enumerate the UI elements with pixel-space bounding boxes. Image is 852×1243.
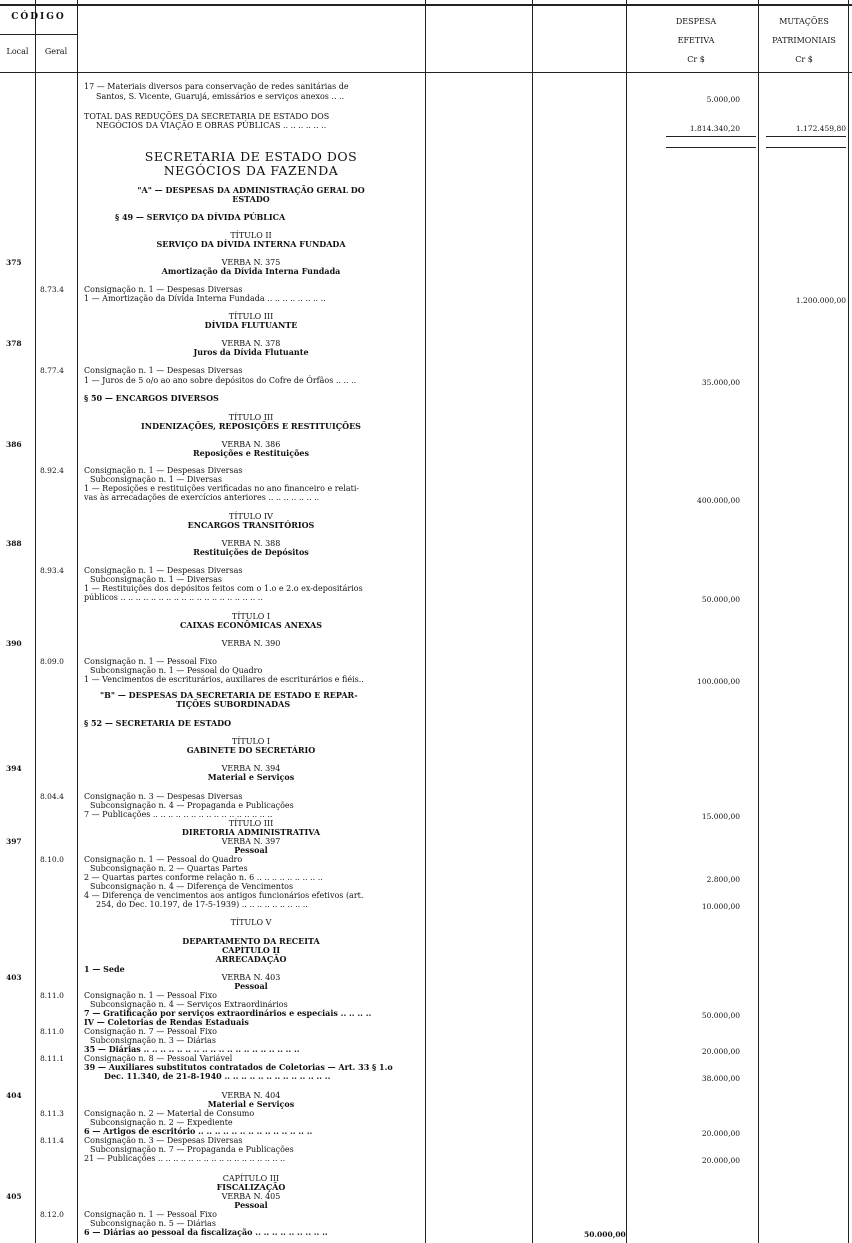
- entry-line: Subconsignação n. 5 — Diárias: [90, 1219, 216, 1228]
- entry-line: Consignação n. 1 — Pessoal do Quadro: [84, 855, 243, 864]
- header-top-rule: [0, 4, 852, 6]
- entry-line: § 50 — ENCARGOS DIVERSOS: [84, 393, 219, 403]
- amount-despesa: 20.000,00: [701, 1129, 740, 1138]
- code-geral: 8.11.4: [40, 1136, 64, 1145]
- entry-line: Subconsignação n. 1 — Diversas: [90, 575, 222, 584]
- entry-line: Subconsignação n. 4 — Propaganda e Publicações: [90, 801, 294, 810]
- entry-line: VERBA N. 386: [221, 440, 281, 449]
- entry-line: Juros da Dívida Flutuante: [193, 347, 309, 357]
- header-mutacoes-line-1: MUTAÇÕES: [779, 17, 829, 26]
- entry-line: § 52 — SECRETARIA DE ESTADO: [84, 718, 232, 728]
- code-local: 386: [6, 440, 22, 449]
- code-geral: 8.92.4: [40, 466, 64, 475]
- entry-line: INDENIZAÇÕES, REPOSIÇÕES E RESTITUIÇÕES: [141, 421, 361, 431]
- entry-line: VERBA N. 375: [221, 258, 281, 267]
- entry-line: ARRECADAÇÃO: [215, 954, 287, 964]
- amount-mutacoes: 1.172.459,80: [795, 124, 846, 133]
- entry-line: Santos, S. Vicente, Guarujá, emissários e serviços anexos .. ..: [96, 92, 345, 101]
- entry-line: 35 — Diárias .. .. .. .. .. .. .. .. .. .. .. .. .. .. .. .. .. .. ..: [84, 1044, 300, 1054]
- code-geral: 8.12.0: [40, 1210, 64, 1219]
- entry-line: TIÇÕES SUBORDINADAS: [176, 699, 291, 709]
- entry-line: Consignação n. 1 — Despesas Diversas: [84, 466, 243, 475]
- entry-line: Consignação n. 1 — Despesas Diversas: [84, 566, 243, 575]
- entry-line: TÍTULO IV: [229, 512, 273, 521]
- entry-line: NEGÓCIOS DA VIAÇÃO E OBRAS PÚBLICAS .. .. .. .. .. ..: [96, 121, 327, 130]
- header-mutacoes-line-2: PATRIMONIAIS: [772, 36, 836, 45]
- header-despesa: [636, 12, 756, 69]
- entry-line: 6 — Diárias ao pessoal da fiscalização .. .. .. .. .. .. .. .. ..: [84, 1227, 328, 1237]
- header-local: Local: [6, 47, 29, 56]
- entry-line: 1 — Reposições e restituições verificadas no ano financeiro e relati-: [84, 484, 360, 493]
- code-local: 404: [6, 1091, 22, 1100]
- entry-line: 2 — Quartas partes conforme relação n. 6 .. .. .. .. .. .. .. .. ..: [84, 873, 323, 882]
- amount-despesa: 20.000,00: [701, 1047, 740, 1056]
- entry-line: 1 — Sede: [84, 964, 125, 974]
- header-bottom-rule: [0, 72, 852, 73]
- entry-line: Amortização da Dívida Interna Fundada: [161, 266, 341, 276]
- entry-line: Subconsignação n. 4 — Serviços Extraordinários: [90, 1000, 288, 1009]
- entry-line: 7 — Publicações .. .. .. .. .. .. .. .. .. .. .. .. .. .. .. ..: [84, 810, 273, 819]
- code-geral: 8.11.3: [40, 1109, 64, 1118]
- entry-line: Consignação n. 8 — Pessoal Variável: [84, 1054, 233, 1063]
- code-geral: 8.77.4: [40, 366, 64, 375]
- header-despesa-line-2: EFETIVA: [677, 36, 715, 45]
- entry-line: 6 — Artigos de escritório .. .. .. .. .. .. .. .. .. .. .. .. .. ..: [84, 1126, 313, 1136]
- code-local: 394: [6, 764, 22, 773]
- column-rule-despesa: [758, 0, 759, 1243]
- entry-line: Consignação n. 1 — Pessoal Fixo: [84, 657, 217, 666]
- entry-line: Pessoal: [234, 1200, 268, 1210]
- code-local: 388: [6, 539, 22, 548]
- entry-line: "B" — DESPESAS DA SECRETARIA DE ESTADO E REPAR-: [100, 690, 358, 700]
- code-geral: 8.04.4: [40, 792, 64, 801]
- entry-line: Pessoal: [234, 845, 268, 855]
- column-rule-blank-2: [626, 0, 627, 1243]
- section-title: NEGÓCIOS DA FAZENDA: [163, 163, 339, 178]
- amount-despesa: 10.000,00: [701, 902, 740, 911]
- code-geral: 8.09.0: [40, 657, 64, 666]
- header-codigo-rule: [0, 34, 77, 35]
- entry-line: DIRETORIA ADMINISTRATIVA: [181, 827, 321, 837]
- amount-despesa: 100.000,00: [697, 677, 740, 686]
- entry-line: VERBA N. 388: [221, 539, 281, 548]
- entry-line: Restituições de Depósitos: [193, 547, 309, 557]
- entry-line: Subconsignação n. 4 — Diferença de Vencimentos: [90, 882, 294, 891]
- amount-mutacoes: 1.200.000,00: [795, 296, 846, 305]
- column-rule-local-geral: [35, 0, 36, 1243]
- column-rule-blank: [532, 0, 533, 1243]
- entry-line: 1 — Amortização da Dívida Interna Fundada .. .. .. .. .. .. .. ..: [84, 294, 326, 303]
- entry-line: VERBA N. 404: [221, 1091, 281, 1100]
- entry-line: Subconsignação n. 2 — Quartas Partes: [90, 864, 248, 873]
- total-rule-despesa-double: [666, 147, 756, 148]
- entry-line: vas às arrecadações de exercícios anteriores .. .. .. .. .. .. ..: [84, 493, 320, 502]
- entry-line: 1 — Restituições dos depósitos feitos com o 1.o e 2.o ex-depositários: [84, 584, 363, 593]
- entry-line: VERBA N. 394: [221, 764, 281, 773]
- entry-line: "A" — DESPESAS DA ADMINISTRAÇÃO GERAL DO: [137, 185, 365, 195]
- code-local: 403: [6, 973, 22, 982]
- entry-line: Consignação n. 1 — Pessoal Fixo: [84, 991, 217, 1000]
- amount-despesa: 5.000,00: [706, 95, 740, 104]
- code-geral: 8.11.0: [40, 991, 64, 1000]
- amount-despesa: 2.800,00: [706, 875, 740, 884]
- entry-line: públicos .. .. .. .. .. .. .. .. .. .. .. .. .. .. .. .. .. .. ..: [84, 593, 263, 602]
- entry-line: 1 — Vencimentos de escriturários, auxiliares de escriturários e fiéis..: [84, 675, 364, 684]
- header-despesa-line-1: DESPESA: [675, 17, 717, 26]
- amount-despesa: 20.000,00: [701, 1156, 740, 1165]
- entry-line: Consignação n. 3 — Despesas Diversas: [84, 792, 243, 801]
- entry-line: Subconsignação n. 7 — Propaganda e Publicações: [90, 1145, 294, 1154]
- amount-despesa: 50.000,00: [701, 1011, 740, 1020]
- total-rule-mutacoes-double: [766, 147, 846, 148]
- header-mutacoes-line-3: Cr $: [795, 55, 813, 64]
- entry-line: TÍTULO III: [228, 312, 274, 321]
- amount-despesa: 38.000,00: [701, 1074, 740, 1083]
- entry-line: TÍTULO V: [230, 918, 272, 927]
- entry-line: IV — Coletorias de Rendas Estaduais: [84, 1017, 249, 1027]
- amount-despesa: 400.000,00: [697, 496, 740, 505]
- entry-line: Dec. 11.340, de 21-8-1940 .. .. .. .. .. .. .. .. .. .. .. .. ..: [104, 1071, 331, 1081]
- entry-line: VERBA N. 397: [221, 837, 281, 846]
- header-despesa-line-3: Cr $: [687, 55, 705, 64]
- entry-line: TÍTULO III: [228, 413, 274, 422]
- code-local: 405: [6, 1192, 22, 1201]
- entry-line: Consignação n. 1 — Despesas Diversas: [84, 285, 243, 294]
- column-rule-mutacoes: [848, 0, 849, 1243]
- entry-line: TÍTULO II: [230, 231, 272, 240]
- entry-line: CAPÍTULO III: [222, 1174, 280, 1183]
- amount-despesa: 50.000,00: [701, 595, 740, 604]
- entry-line: Pessoal: [234, 981, 268, 991]
- entry-line: Subconsignação n. 2 — Expediente: [90, 1118, 233, 1127]
- entry-line: TÍTULO I: [231, 612, 271, 621]
- amount-despesa: 1.814.340,20: [689, 124, 740, 133]
- amount-bottom: 50.000,00: [584, 1230, 626, 1239]
- entry-line: 7 — Gratificação por serviços extraordinários e especiais .. .. .. ..: [84, 1008, 372, 1018]
- entry-line: 39 — Auxiliares substitutos contratados de Coletorias — Art. 33 § 1.o: [84, 1062, 393, 1072]
- entry-line: ENCARGOS TRANSITÓRIOS: [187, 520, 315, 530]
- code-geral: 8.73.4: [40, 285, 64, 294]
- entry-line: Consignação n. 2 — Material de Consumo: [84, 1109, 255, 1118]
- entry-line: TÍTULO III: [228, 819, 274, 828]
- entry-line: DÍVIDA FLUTUANTE: [204, 320, 298, 330]
- header-mutacoes: [760, 12, 848, 69]
- entry-line: VERBA N. 405: [221, 1192, 281, 1201]
- amount-despesa: 35.000,00: [701, 378, 740, 387]
- header-codigo: CÓDIGO: [11, 12, 66, 22]
- entry-line: 17 — Materiais diversos para conservação de redes sanitárias de: [84, 82, 349, 91]
- entry-line: VERBA N. 390: [221, 639, 281, 648]
- code-local: 375: [6, 258, 22, 267]
- entry-line: § 49 — SERVIÇO DA DÍVIDA PÚBLICA: [115, 212, 286, 222]
- header-geral: Geral: [44, 47, 68, 56]
- entry-line: Consignação n. 7 — Pessoal Fixo: [84, 1027, 217, 1036]
- entry-line: VERBA N. 403: [221, 973, 281, 982]
- entry-line: Consignação n. 1 — Pessoal Fixo: [84, 1210, 217, 1219]
- column-rule-text: [425, 0, 426, 1243]
- code-geral: 8.11.1: [40, 1054, 64, 1063]
- entry-line: TOTAL DAS REDUÇÕES DA SECRETARIA DE ESTADO DOS: [84, 112, 330, 121]
- entry-line: SERVIÇO DA DÍVIDA INTERNA FUNDADA: [156, 239, 346, 249]
- entry-line: Material e Serviços: [207, 772, 295, 782]
- entry-line: Subconsignação n. 1 — Pessoal do Quadro: [90, 666, 263, 675]
- entry-line: 21 — Publicações .. .. .. .. .. .. .. .. .. .. .. .. .. .. .. .. ..: [84, 1154, 286, 1163]
- code-geral: 8.10.0: [40, 855, 64, 864]
- entry-line: FISCALIZAÇÃO: [216, 1182, 286, 1192]
- entry-line: 4 — Diferença de vencimentos aos antigos funcionários efetivos (art.: [84, 891, 364, 900]
- entry-line: GABINETE DO SECRETÁRIO: [186, 745, 316, 755]
- code-local: 397: [6, 837, 22, 846]
- entry-line: Subconsignação n. 3 — Diárias: [90, 1036, 216, 1045]
- code-geral: 8.11.0: [40, 1027, 64, 1036]
- entry-line: VERBA N. 378: [221, 339, 281, 348]
- entry-line: ESTADO: [232, 194, 270, 204]
- entry-line: DEPARTAMENTO DA RECEITA: [182, 936, 320, 946]
- code-local: 390: [6, 639, 22, 648]
- code-local: 378: [6, 339, 22, 348]
- entry-line: 1 — Juros de 5 o/o ao ano sobre depósitos do Cofre de Órfãos .. .. ..: [84, 376, 357, 385]
- entry-line: Material e Serviços: [207, 1099, 295, 1109]
- entry-line: CAIXAS ECONÔMICAS ANEXAS: [180, 620, 322, 630]
- entry-line: Subconsignação n. 1 — Diversas: [90, 475, 222, 484]
- total-rule-mutacoes: [766, 136, 846, 137]
- total-rule-despesa: [666, 136, 756, 137]
- entry-line: Reposições e Restituições: [193, 448, 309, 458]
- entry-line: CAPÍTULO II: [221, 945, 281, 955]
- section-title: SECRETARIA DE ESTADO DOS: [144, 149, 358, 164]
- entry-line: TÍTULO I: [231, 737, 271, 746]
- entry-line: Consignação n. 1 — Despesas Diversas: [84, 366, 243, 375]
- amount-despesa: 15.000,00: [701, 812, 740, 821]
- entry-line: 254, do Dec. 10.197, de 17-5-1939) .. .. .. .. .. .. .. .. ..: [96, 900, 308, 909]
- code-geral: 8.93.4: [40, 566, 64, 575]
- entry-line: Consignação n. 3 — Despesas Diversas: [84, 1136, 243, 1145]
